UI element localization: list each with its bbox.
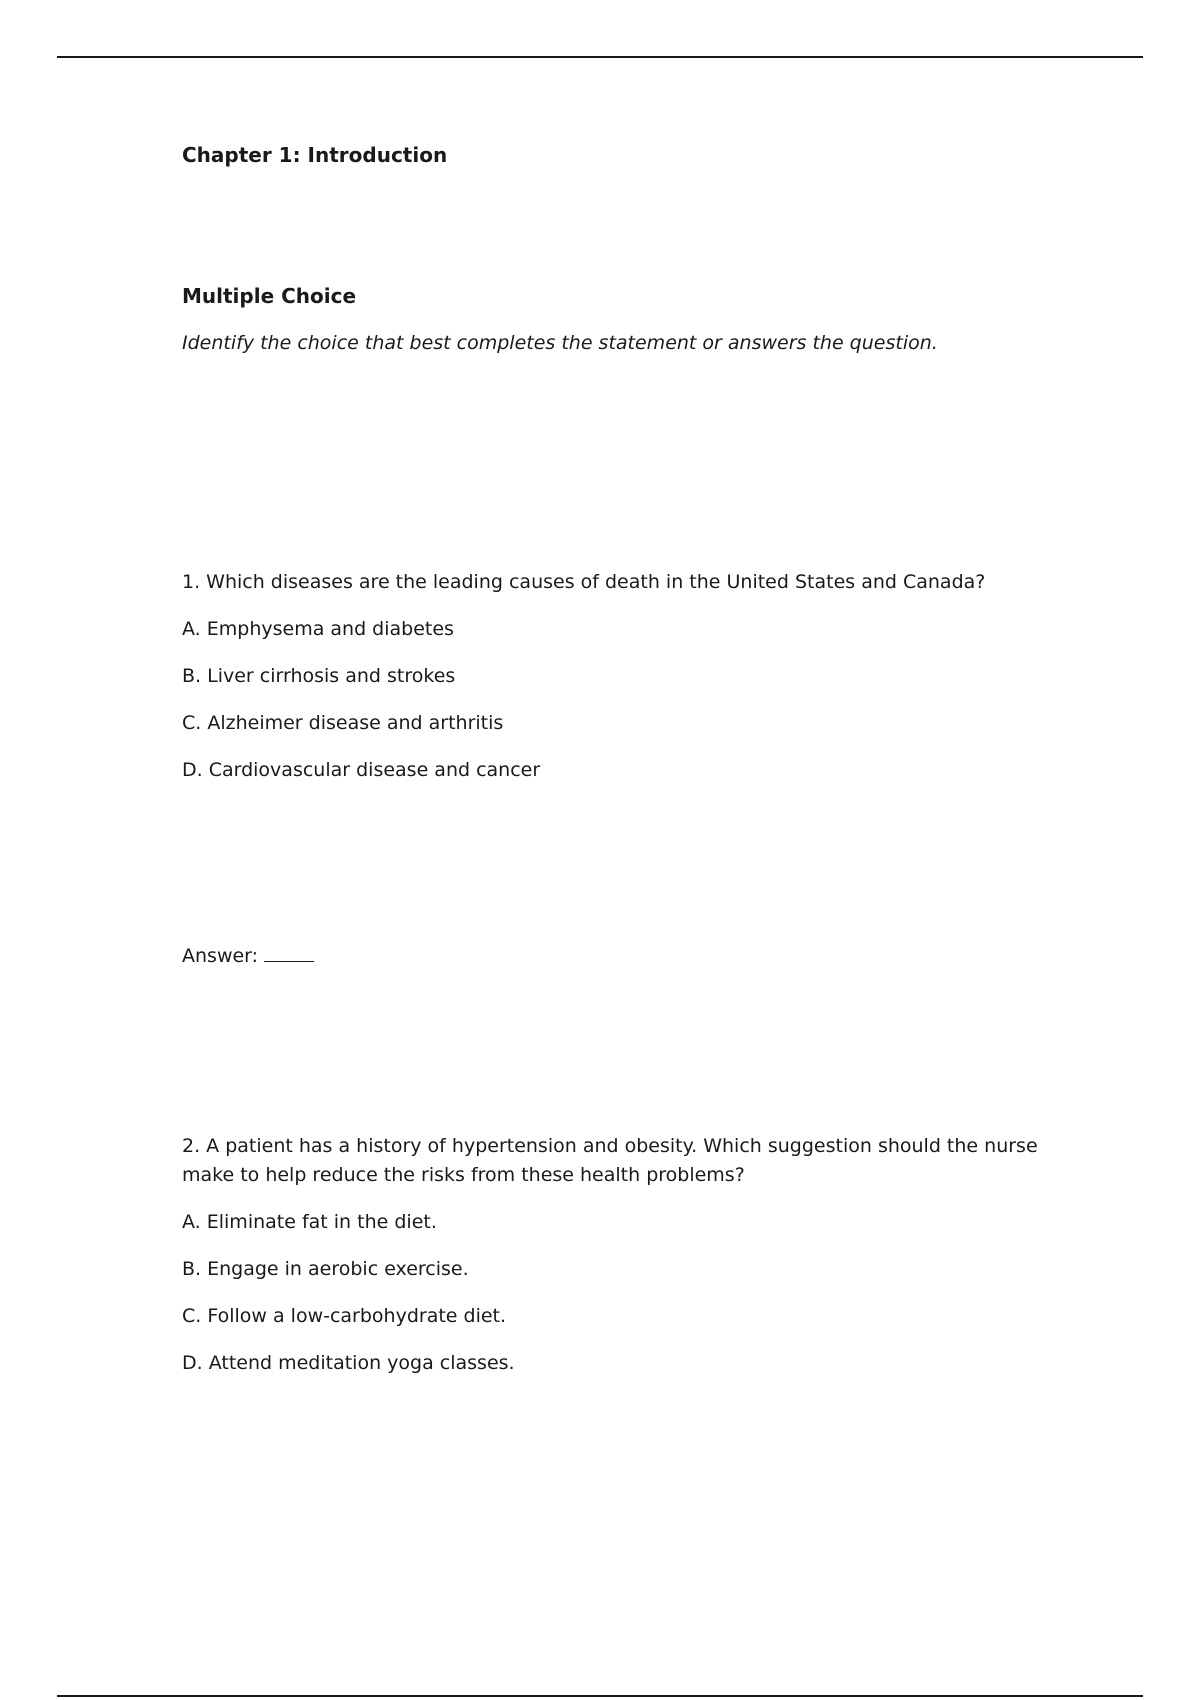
answer-line bbox=[182, 945, 314, 967]
section-instructions: Identify the choice that best completes the statement or answers the question. bbox=[182, 332, 938, 354]
question-2 bbox=[182, 1132, 1062, 1396]
choice-d: D. Cardiovascular disease and cancer bbox=[182, 759, 541, 781]
choice-a: A. Eliminate fat in the diet. bbox=[182, 1211, 437, 1233]
choice-b: B. Liver cirrhosis and strokes bbox=[182, 665, 456, 687]
question-stem: 2. A patient has a history of hypertension and obesity. Which suggestion should the nurse make to help reduce the risks from these health problems? bbox=[182, 1135, 1038, 1186]
choice-b: B. Engage in aerobic exercise. bbox=[182, 1258, 469, 1280]
section-title: Multiple Choice bbox=[182, 284, 357, 308]
chapter-title: Chapter 1: Introduction bbox=[182, 143, 448, 167]
top-rule bbox=[57, 56, 1143, 58]
bottom-rule bbox=[57, 1695, 1143, 1697]
answer-blank bbox=[264, 948, 314, 962]
choice-c: C. Alzheimer disease and arthritis bbox=[182, 712, 504, 734]
choice-d: D. Attend meditation yoga classes. bbox=[182, 1352, 515, 1374]
question-stem: 1. Which diseases are the leading causes of death in the United States and Canada? bbox=[182, 571, 986, 593]
choice-a: A. Emphysema and diabetes bbox=[182, 618, 454, 640]
question-1 bbox=[182, 568, 1062, 803]
answer-label: Answer: bbox=[182, 945, 259, 967]
choice-c: C. Follow a low-carbohydrate diet. bbox=[182, 1305, 507, 1327]
